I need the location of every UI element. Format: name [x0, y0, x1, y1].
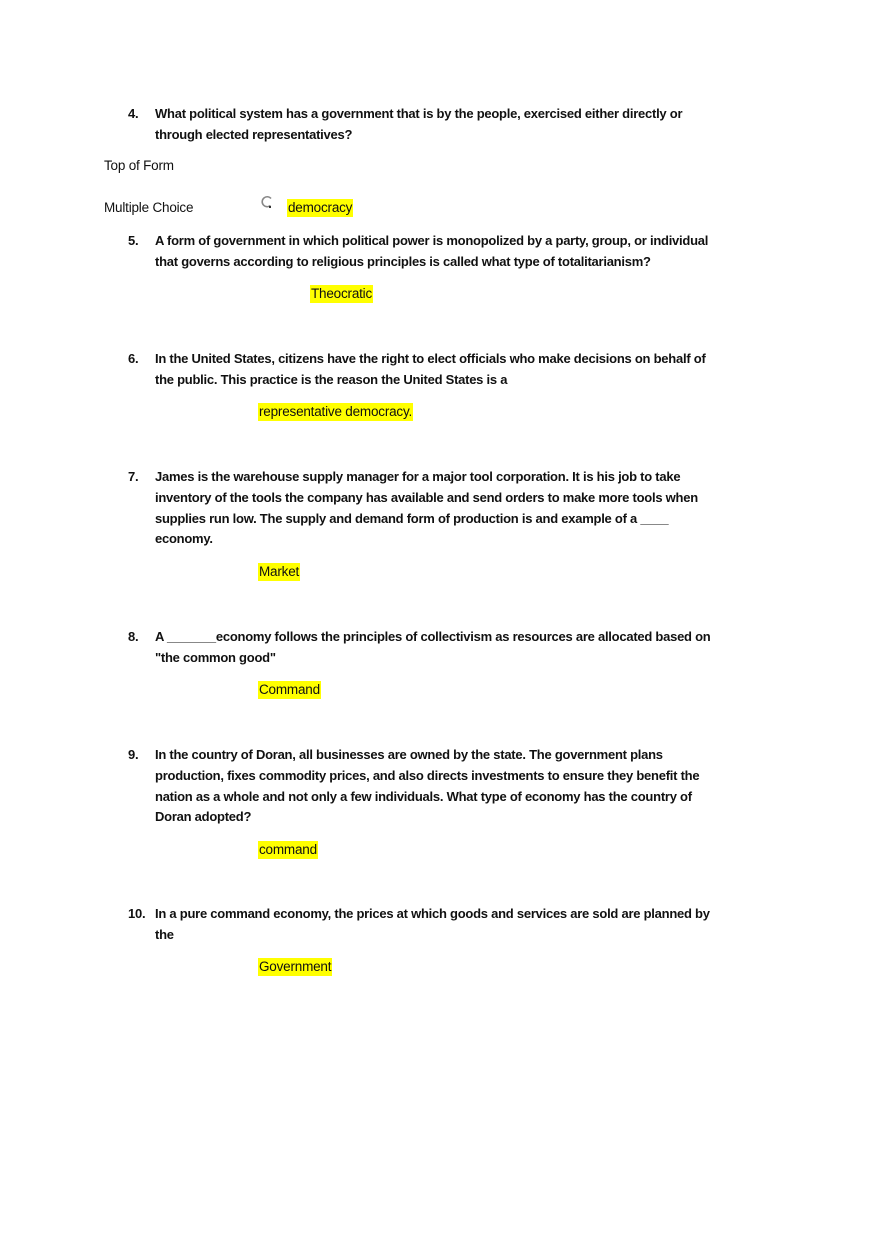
top-of-form-label: Top of Form [104, 158, 174, 173]
question-number: 4. [128, 106, 139, 121]
question-text: A form of government in which political power is monopolized by a party, group, or individual [155, 233, 709, 248]
question-6 [128, 349, 778, 391]
question-8 [128, 627, 778, 669]
question-text: Doran adopted? [155, 809, 252, 825]
question-text: In the country of Doran, all businesses are owned by the state. The government plans [155, 747, 663, 762]
question-text: through elected representatives? [155, 126, 353, 142]
question-text: A _______economy follows the principles of collectivism as resources are allocated based on [155, 629, 711, 644]
question-text: nation as a whole and not only a few individuals. What type of economy has the country of [155, 788, 692, 804]
question-number: 7. [128, 469, 139, 484]
question-9 [128, 745, 778, 828]
question-text: supplies run low. The supply and demand form of production is and example of a ____ [155, 510, 669, 526]
question-text: economy. [155, 531, 213, 547]
answer-highlight: Market [259, 564, 300, 579]
radio-loading-icon[interactable] [260, 195, 274, 209]
multiple-choice-label: Multiple Choice [104, 200, 194, 215]
question-number: 10. [128, 906, 146, 921]
question-text: What political system has a government that is by the people, exercised either directly or [155, 106, 683, 121]
question-text: inventory of the tools the company has available and send orders to make more tools when [155, 489, 698, 505]
question-text: production, fixes commodity prices, and also directs investments to ensure they benefit the [155, 767, 700, 783]
question-text: that governs according to religious principles is called what type of totalitarianism? [155, 253, 651, 269]
answer-highlight: Command [259, 682, 320, 697]
question-5 [128, 231, 778, 273]
question-10 [128, 904, 778, 946]
question-text: the [155, 926, 174, 942]
question-4 [128, 104, 778, 146]
question-number: 5. [128, 233, 139, 248]
question-text: James is the warehouse supply manager for a major tool corporation. It is his job to take [155, 469, 681, 484]
question-text: the public. This practice is the reason the United States is a [155, 371, 508, 387]
answer-highlight: command [259, 842, 317, 857]
question-text: In the United States, citizens have the right to elect ofﬁcials who make decisions on behalf of [155, 351, 706, 366]
answer-highlight: democracy [288, 200, 353, 215]
answer-highlight: Government [259, 959, 332, 974]
question-7 [128, 467, 778, 550]
question-number: 9. [128, 747, 139, 762]
answer-highlight: representative democracy. [259, 404, 413, 419]
question-text: "the common good" [155, 649, 276, 665]
question-number: 8. [128, 629, 139, 644]
answer-highlight: Theocratic [311, 286, 373, 301]
question-text: In a pure command economy, the prices at which goods and services are sold are planned by [155, 906, 710, 921]
question-number: 6. [128, 351, 139, 366]
